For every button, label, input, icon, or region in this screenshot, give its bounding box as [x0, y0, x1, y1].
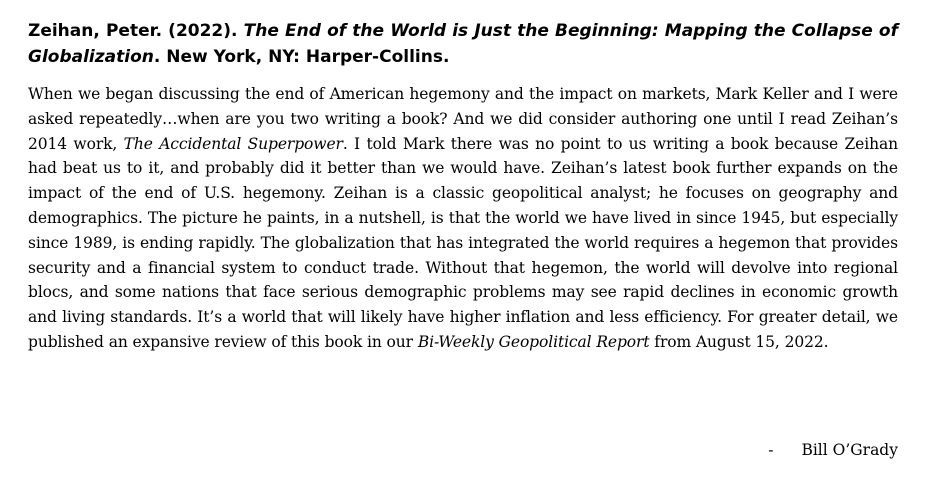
review-italic-report-title: Bi-Weekly Geopolitical Report	[417, 332, 650, 351]
document-page	[28, 18, 899, 459]
signature-dash: -	[768, 441, 774, 459]
review-paragraph	[28, 82, 898, 355]
review-text-part-3: from August 15, 2022.	[649, 332, 829, 351]
review-italic-book-title: The Accidental Superpower	[123, 134, 343, 153]
citation-publisher: . New York, NY: Harper-Collins.	[153, 47, 450, 67]
book-citation	[28, 18, 898, 70]
citation-book-title: The End of the World is Just the Beginning: Mapping the Collapse of Globalization	[28, 21, 899, 67]
citation-author-year: Zeihan, Peter. (2022).	[28, 21, 244, 41]
review-text-part-1: When we began discussing the end of American hegemony and the impact on markets, Mark Keller and I were asked repeatedly…when are you two writing a book? And we did consider authoring one until I read Zeihan’s 2014 work,	[28, 85, 898, 153]
signature	[768, 438, 898, 462]
review-text-part-2: . I told Mark there was no point to us writing a book because Zeihan had beat us to it, and probably did it better than we would have. Zeihan’s latest book further expands on the impact of the end of U.S. hegemony. Zeihan is a classic geopolitical analyst; he focuses on geography and demographics. The picture he paints, in a nutshell, is that the world we have lived in since 1945, but especially since 1989, is ending rapidly. The globalization that has integrated the world requires a hegemon that provides security and a financial system to conduct trade. Without that hegemon, the world will devolve into regional blocs, and some nations that face serious demographic problems may see rapid declines in economic growth and living standards. It’s a world that will likely have higher inflation and less efficiency. For greater detail, we published an expansive review of this book in our	[28, 134, 898, 351]
signature-name: Bill O’Grady	[801, 441, 898, 459]
